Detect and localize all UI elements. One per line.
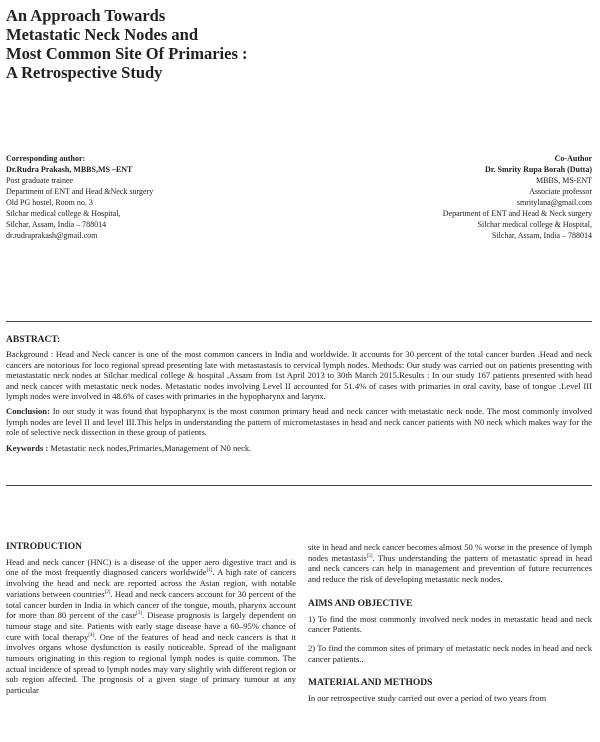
corresponding-author-block [6, 153, 153, 241]
abstract-heading: ABSTRACT: [6, 335, 61, 345]
section-divider [6, 321, 592, 322]
text-run: . Thus understanding the pattern of metastatic spread in head and neck cancers can help in management and prevention of future recurrences and reduce the risk of developing metastatic neck nodes. [308, 552, 592, 585]
co-author-dept: Department of ENT and Head & Neck surgery [442, 209, 592, 218]
conclusion-label: Conclusion: [6, 406, 50, 417]
article-title [6, 6, 247, 82]
conclusion-text: In our study it was found that hypopharynx is the most common primary head and neck cancer with metastatic neck node. The most commonly involved lymph nodes are level II and level III.This helps in understanding the pattern of micrometastases in head and neck cancer patients with N0 neck which makes way for the role of selective neck dissection in these group of patients. [6, 406, 592, 438]
co-author-role: Associate professor [529, 187, 592, 196]
keywords-label: Keywords : [6, 442, 49, 453]
corresponding-author-dept: Department of ENT and Head &Neck surgery [6, 187, 154, 196]
corresponding-author-address: Old PG hostel, Room no. 3 [6, 198, 93, 207]
co-author-name: Dr. Smrity Rupa Borah (Dutta) [484, 165, 592, 174]
co-author-block [443, 153, 592, 241]
corresponding-author-address: Silchar, Assam, India – 788014 [6, 220, 107, 229]
text-run: . A high rate of cancers involving the head and neck are reported across the Asian region, with notable variations between countries [6, 567, 296, 599]
abstract-background: Background : Head and Neck cancer is one of the most common cancers in India and worldwide. It accounts for 30 percent of the total cancer burden .Head and neck cancers are notorious for loco regional spread presenting late with metastastasis to cervical lymph nodes. Methods: Our study was carried out on patients presenting with metastastatic neck nodes at Silchar medical college & hospital ,Assam from 1st April 2013 to 30th March 2015.Results : In our study 167 patients presented with head and neck cancer with metastatic neck nodes. Metastatic nodes involving Level II accounted for 51.4% of cases with primaries in oral cavity, base of tongue .Level III lymph nodes were involved in 48.6% of cases with primaries in the hypopharynx and larynx. [6, 349, 592, 402]
corresponding-author-address: Silchar medical college & Hospital, [6, 209, 121, 218]
corresponding-author-heading: Corresponding author: [6, 154, 86, 163]
text-run: . Disease prognosis is largely dependent on tumour stage and site. Patients with early stage disease have a 60–95% chance of cure with local therapy [6, 610, 296, 642]
introduction-paragraph-continued [308, 542, 592, 585]
introduction-heading: INTRODUCTION [6, 542, 83, 552]
left-column [6, 542, 296, 704]
citation: [1] [206, 568, 213, 574]
title-line: An Approach Towards [6, 6, 166, 25]
aims-heading: AIMS AND OBJECTIVE [308, 598, 413, 609]
aims-item: 2) To find the common sites of primary of metastatic neck nodes in head and neck cancer patients.. [308, 642, 592, 664]
co-author-degree: MBBS, MS-ENT [535, 176, 592, 185]
title-line: Metastatic Neck Nodes and [6, 25, 199, 44]
abstract-conclusion [6, 406, 592, 437]
co-author-address: Silchar medical college & Hospital, [477, 220, 592, 229]
right-column [308, 542, 592, 712]
methods-heading: MATERIAL AND METHODS [308, 678, 433, 689]
abstract-keywords [6, 443, 592, 453]
text-run: . One of the features of head and neck cancers is that it involves organs whose dysfunction is easily noticeable. Spread of the malignant tumours originating in this region to regional lymph nodes is quite common. The actual incidence of spread to lymph nodes may vary slightly with different region or sub region affected. The prognosis of a given stage of primary tumour at any particular [6, 631, 297, 696]
abstract-section [6, 335, 592, 458]
co-author-address: Silchar, Assam, India – 788014 [491, 231, 592, 240]
section-divider [6, 485, 592, 486]
corresponding-author-role: Post graduate trainee [6, 176, 74, 185]
text-run: site in head and neck cancer becomes almost 50 % worse in the presence of lymph nodes metastasis [308, 542, 592, 563]
citation: [3] [136, 611, 143, 617]
citation: [2] [104, 589, 111, 595]
citation: [5] [366, 553, 373, 559]
co-author-heading: Co-Author [554, 154, 592, 163]
co-author-email: smritylana@gmail.com [516, 198, 592, 207]
citation: [4] [88, 632, 95, 638]
title-line: A Retrospective Study [6, 63, 163, 82]
corresponding-author-name: Dr.Rudra Prakash, MBBS,MS –ENT [6, 165, 133, 174]
corresponding-author-email: dr.rudraprakash@gmail.com [6, 231, 98, 240]
introduction-paragraph [6, 557, 296, 696]
aims-item: 1) To find the most commonly involved neck nodes in metastatic head and neck cancer Patients. [308, 613, 592, 635]
keywords-text: Metastatic neck nodes,Primaries,Management of N0 neck. [48, 442, 252, 453]
title-line: Most Common Site Of Primaries : [6, 44, 248, 63]
methods-paragraph: In our retrospective study carried out over a period of two years from [308, 693, 547, 704]
text-run: Head and neck cancer (HNC) is a disease of the upper aero digestive tract and is one of the most frequently diagnosed cancers worldwide [6, 556, 296, 578]
text-run: . Head and neck cancers account for 30 percent of the total cancer burden in India in which cancer of the tongue, mouth, pharynx account for more than 80 percent of the case [6, 588, 296, 621]
